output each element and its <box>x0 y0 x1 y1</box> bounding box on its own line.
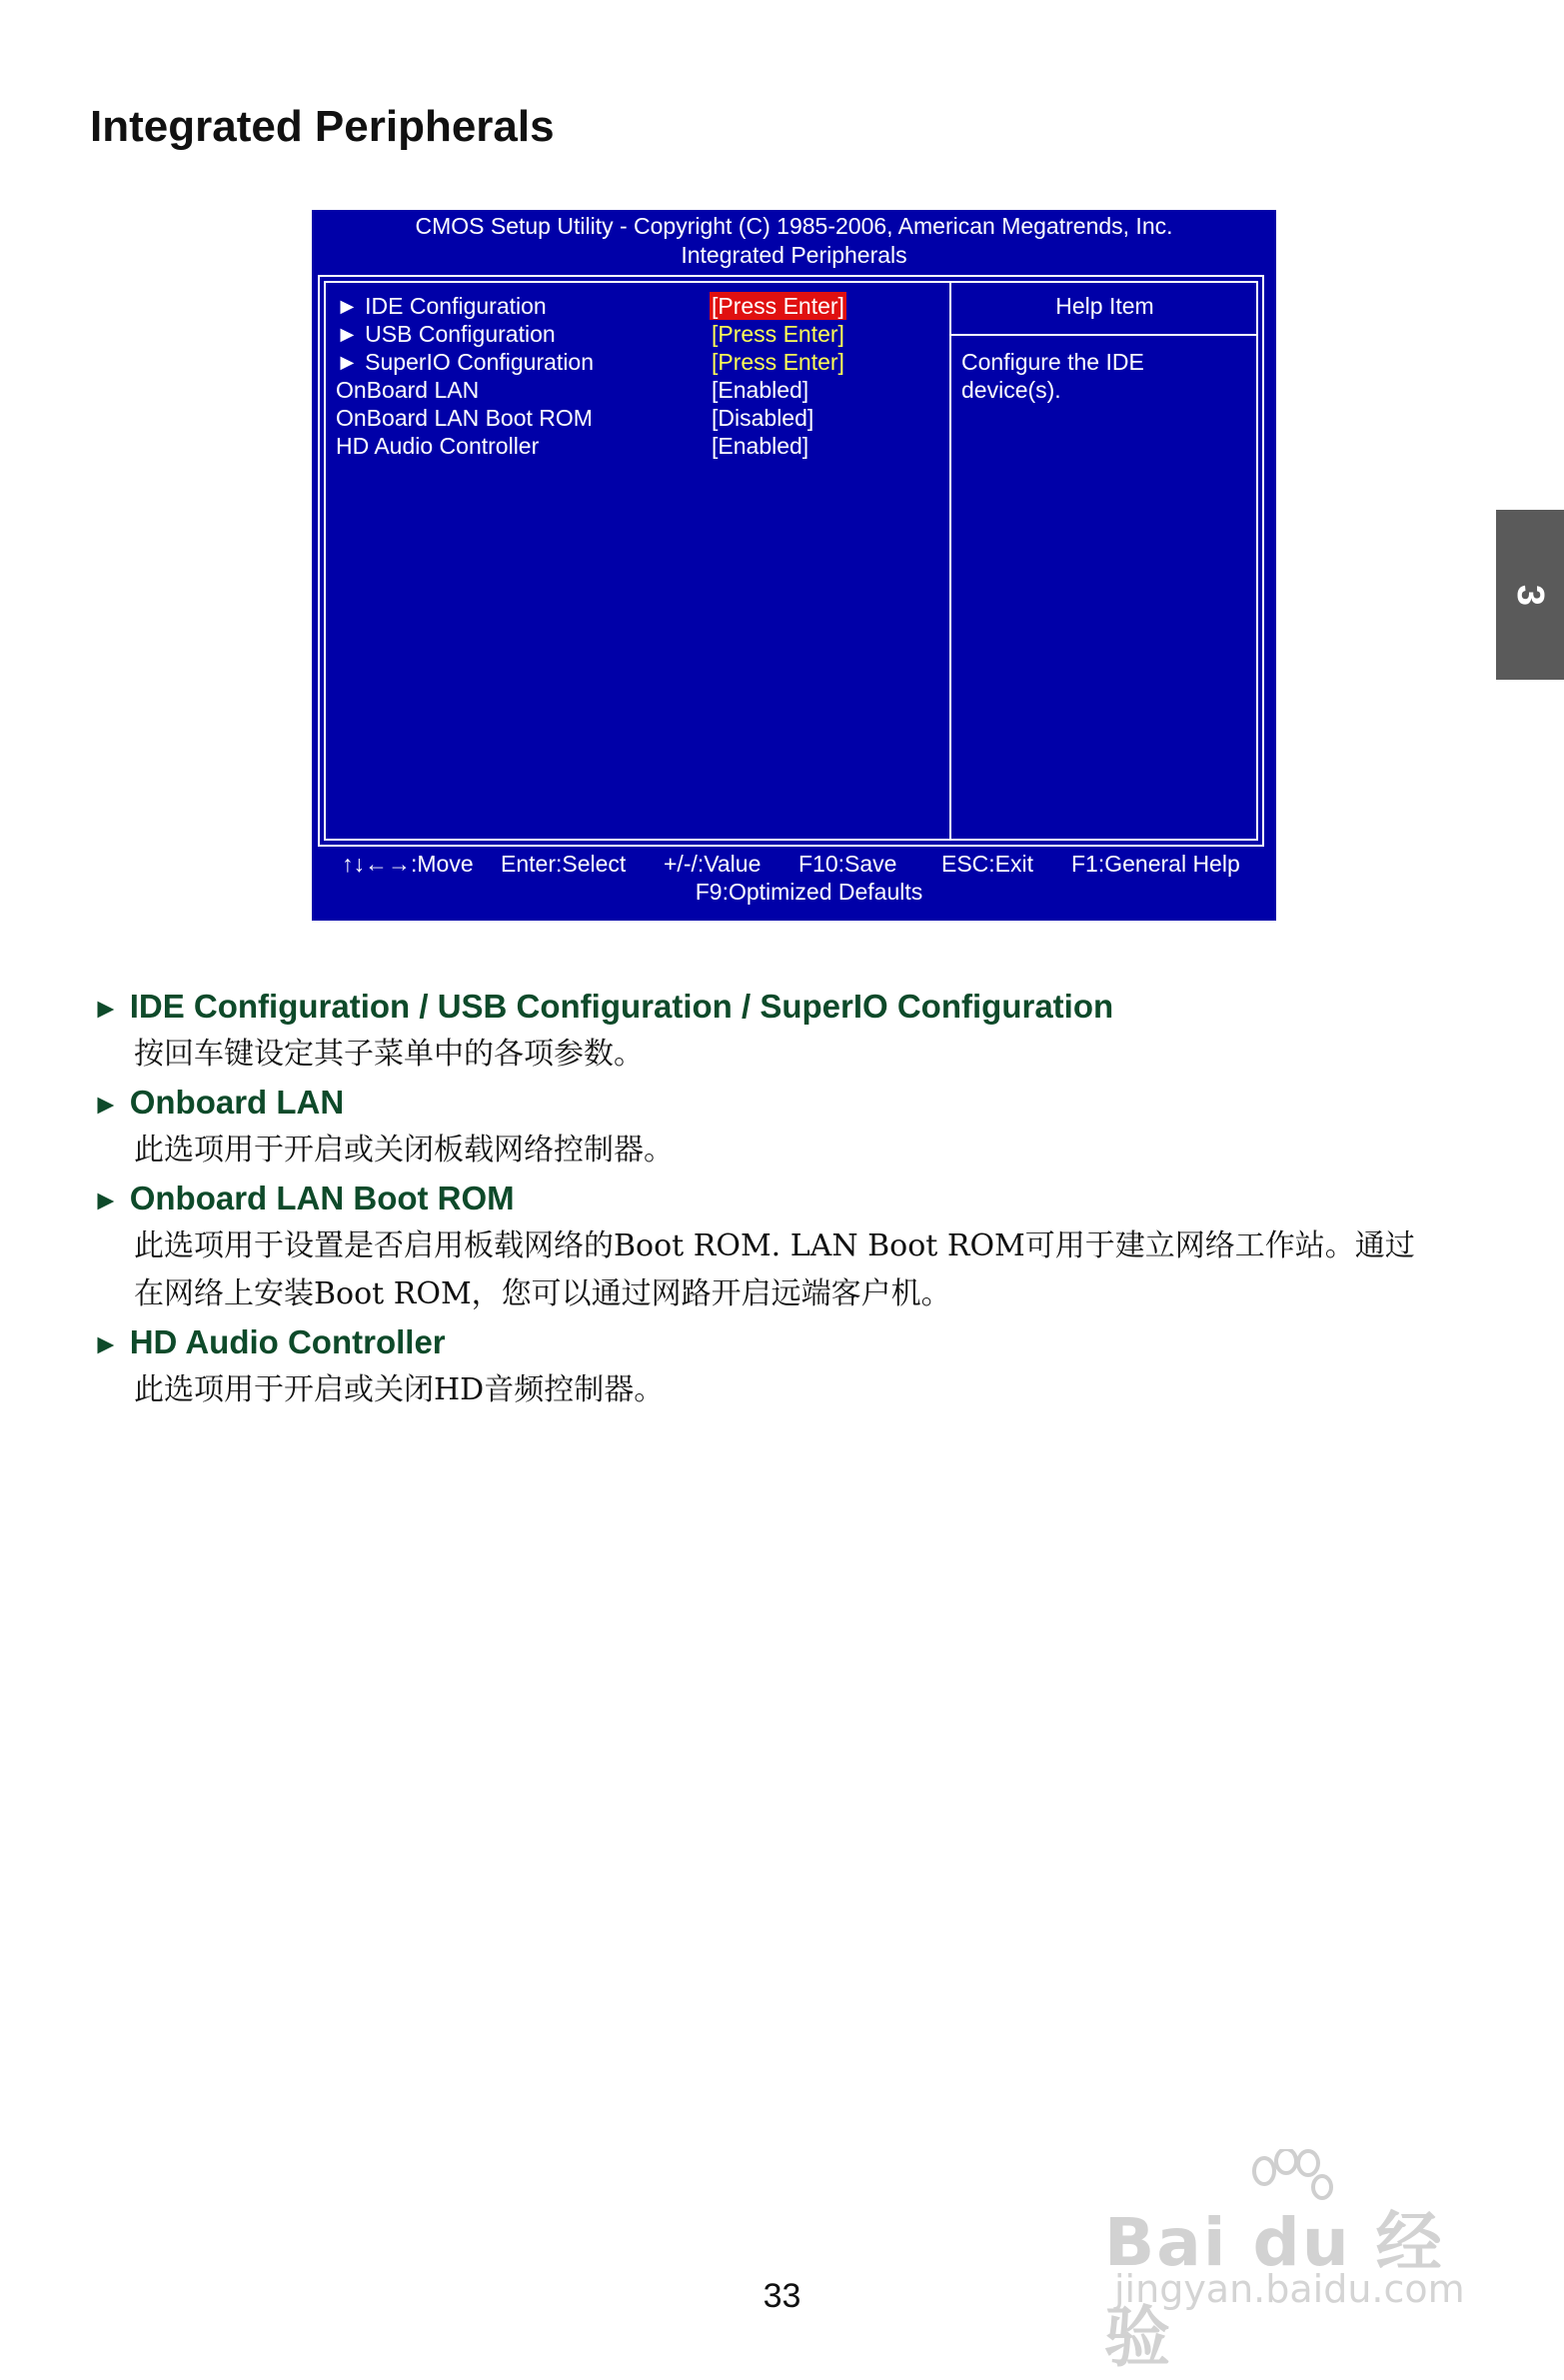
section-body <box>134 1127 1491 1175</box>
help-item-text: Configure the IDE device(s). <box>961 349 1144 403</box>
page-number: 33 <box>763 2277 801 2315</box>
section-heading-text: Onboard LAN <box>129 1084 345 1121</box>
bios-item-value[interactable]: [Enabled] <box>712 377 809 403</box>
footer-exit-hint: ESC:Exit <box>941 851 1034 877</box>
triangle-bullet-icon: ► <box>92 1185 120 1215</box>
bios-item-label: ► IDE Configuration <box>336 293 547 319</box>
triangle-bullet-icon: ► <box>92 1328 120 1359</box>
footer-value-hint: +/-/:Value <box>664 851 762 877</box>
bios-item-label: OnBoard LAN Boot ROM <box>336 405 593 431</box>
section-body-line: 按回车键设定其子菜单中的各项参数。 <box>134 1037 644 1072</box>
watermark-url: jingyan.baidu.com <box>1114 2267 1465 2311</box>
page-title: Integrated Peripherals <box>90 102 555 151</box>
chapter-number: 3 <box>1509 584 1552 606</box>
section-body-line: 此选项用于开启或关闭板载网络控制器。 <box>134 1133 674 1168</box>
bios-item-value[interactable]: [Disabled] <box>712 405 814 431</box>
section-heading-text: IDE Configuration / USB Configuration / SuperIO Configuration <box>129 988 1114 1025</box>
section-heading <box>92 1177 1491 1222</box>
bios-item-value[interactable]: [Enabled] <box>712 433 809 459</box>
section-body-line: 此选项用于设置是否启用板载网络的Boot ROM. LAN Boot ROM可用于建立网络工作站。通过 <box>134 1228 1415 1263</box>
bios-item-value[interactable]: [Press Enter] <box>712 349 844 375</box>
bios-header-copyright: CMOS Setup Utility - Copyright (C) 1985-2006, American Megatrends, Inc. <box>415 213 1173 239</box>
triangle-bullet-icon: ► <box>92 993 120 1024</box>
footer-select-hint: Enter:Select <box>501 851 627 877</box>
footer-save-hint: F10:Save <box>798 851 897 877</box>
footer-defaults-hint: F9:Optimized Defaults <box>695 879 923 905</box>
section-body <box>134 1222 1491 1318</box>
footer-help-hint: F1:General Help <box>1071 851 1240 877</box>
bios-item-value[interactable]: [Press Enter] <box>712 293 844 319</box>
section-body <box>134 1031 1491 1079</box>
bios-item-value[interactable]: [Press Enter] <box>712 321 844 347</box>
bios-item-label: OnBoard LAN <box>336 377 480 403</box>
bios-item-label: HD Audio Controller <box>336 433 540 459</box>
bios-column-divider <box>949 281 951 841</box>
help-item-title: Help Item <box>1055 293 1154 319</box>
section-heading <box>92 1320 1491 1366</box>
bios-help-divider <box>951 334 1258 336</box>
section-body-line: 在网络上安装Boot ROM，您可以通过网路开启远端客户机。 <box>134 1276 951 1311</box>
bios-header-title: Integrated Peripherals <box>681 242 907 268</box>
section-body-line: 此选项用于开启或关闭HD音频控制器。 <box>134 1372 665 1407</box>
section-heading <box>92 985 1491 1031</box>
description-sections <box>92 985 1491 1416</box>
footer-move-hint: ↑↓←→:Move <box>342 851 474 877</box>
bios-item-label: ► USB Configuration <box>336 321 556 347</box>
section-heading-text: Onboard LAN Boot ROM <box>129 1180 515 1216</box>
bios-header <box>312 210 1276 270</box>
bios-footer <box>312 850 1276 906</box>
section-heading <box>92 1081 1491 1127</box>
bios-item-label: ► SuperIO Configuration <box>336 349 595 375</box>
section-body <box>134 1366 1491 1414</box>
chapter-tab <box>1496 510 1564 680</box>
section-heading-text: HD Audio Controller <box>129 1323 446 1360</box>
watermark-brand: Bai du 经验 <box>1104 2204 1444 2376</box>
triangle-bullet-icon: ► <box>92 1089 120 1120</box>
bios-screenshot <box>312 210 1276 921</box>
